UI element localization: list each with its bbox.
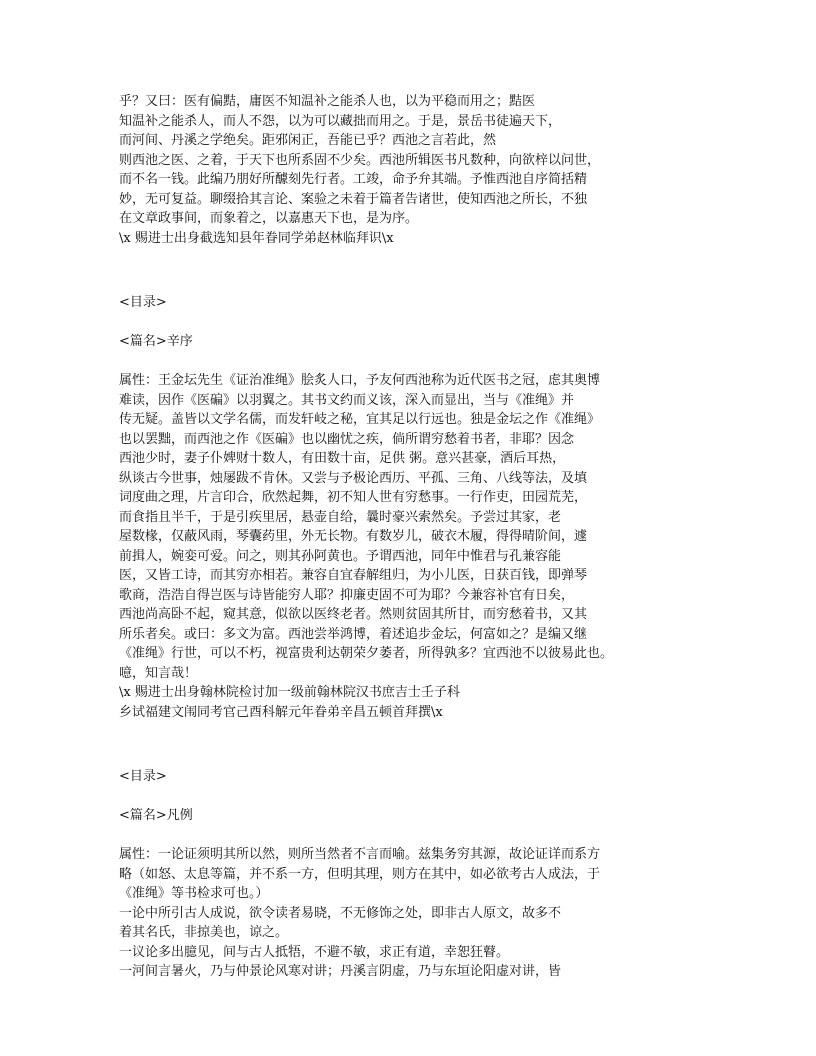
text-line: 也以罢黜，而西池之作《医碥》也以幽忧之疾，倘所谓穷愁着书者，非耶？因念 <box>119 431 575 447</box>
text-line: 在文章政事间，而象着之，以嘉惠天下也，是为序。 <box>119 211 419 226</box>
text-line: 所乐者矣。或曰：多文为富。西池尝举鸿博，着述追步金坛，何富如之？是编又继 <box>119 626 588 642</box>
toc-marker: <目录> <box>119 769 167 784</box>
text-line: 妙，无可复益。聊缀拾其言论、案验之未着于篇者告诸世，使知西池之所长，不独 <box>119 191 588 207</box>
text-line: 词度曲之理，片言印合，欣然起舞，初不知人世有穷愁事。一行作吏，田园荒芜， <box>119 490 588 505</box>
text-line: 屋数椽，仅蔽风雨，琴囊药里，外无长物。有数岁儿，破衣木履，得得晴阶间，遽 <box>119 529 588 544</box>
text-line: 歌商，浩浩自得岂医与诗皆能穷人耶？抑廉吏固不可为耶？今兼容补官有日矣， <box>119 587 575 603</box>
text-line: 一议论多出臆见，间与古人抵牾，不避不敏，求正有道，幸恕狂瞽。 <box>119 944 510 960</box>
text-line: 西池尚高卧不起，窥其意，似欲以医终老者。然则贫固其所甘，而穷愁着书，又其 <box>119 607 588 622</box>
text-line: 医，又皆工诗，而其穷亦相若。兼容自宜春解组归，为小儿医，日获百钱，即弹琴 <box>119 568 588 583</box>
text-line: \x 赐进士出身截选知县年眷同学弟赵林临拜识\x <box>119 230 394 246</box>
text-line: 着其名氏，非掠美也，谅之。 <box>119 925 289 940</box>
text-line: 噫，知言哉！ <box>119 665 198 681</box>
text-line: 传无疑。盖皆以文学名儒，而发轩岐之秘，宜其足以行远也。独是金坛之作《准绳》 <box>119 412 601 427</box>
text-line: 前揖人，婉娈可爱。问之，则其孙阿黄也。予谓西池，同年中惟君与孔兼容能 <box>119 548 562 564</box>
text-line: 乡试福建文闱同考官己酉科解元年眷弟辛昌五顿首拜撰\x <box>119 704 443 720</box>
text-line: 知温补之能杀人，而人不怨，以为可以藏拙而用之。于是，景岳书徒遍天下， <box>119 113 562 129</box>
text-line: 纵谈古今世事，烛屡跋不肯休。又尝与予极论西历、平孤、三角、八线等法，及填 <box>119 470 588 486</box>
preface-ending <box>119 92 709 248</box>
text-line: 西池少时，妻子仆婢财十数人，有田数十亩，足供 粥。意兴甚豪，酒后耳热， <box>119 451 566 466</box>
text-line: 属性：一论证须明其所以然，则所当然者不言而喻。兹集务穷其源，故论证详而系方 <box>119 847 601 862</box>
text-line: \x 赐进士出身翰林院检讨加一级前翰林院汉书庶吉士壬子科 <box>119 685 460 700</box>
text-line: 而食指且半千，于是引疾里居，悬壶自给，曩时豪兴索然矣。予尝过其家，老 <box>119 509 562 525</box>
text-line: 《准绳》行世，可以不朽，视富贵利达朝荣夕萎者，所得孰多？宜西池不以彼易此也。 <box>119 646 614 661</box>
text-line: 乎？又曰：医有偏黠，庸医不知温补之能杀人也，以为平稳而用之；黠医 <box>119 94 536 109</box>
text-line: 一论中所引古人成说，欲令读者易晓，不无修饰之处，即非古人原文，故多不 <box>119 905 562 921</box>
text-line: 而河间、丹溪之学绝矣。距邪闲正，吾能已乎？西池之言若此，然 <box>119 133 497 148</box>
text-line: 则西池之医、之着，于天下也所系固不少矣。西池所辑医书凡数种，向欲梓以问世， <box>119 152 601 168</box>
chapter-title: <篇名>凡例 <box>119 808 193 823</box>
xin-preface-body <box>119 371 709 722</box>
text-line: 难读，因作《医碥》以羽翼之。其书文约而义该，深入而显出，当与《准绳》并 <box>119 392 575 408</box>
text-line: 一河间言暑火，乃与仲景论风寒对讲；丹溪言阴虚，乃与东垣论阳虚对讲，皆 <box>119 964 562 979</box>
text-line: 而不名一钱。此编乃朋好所醵刻先行者。工竣，命予弁其端。予惟西池自序简括精 <box>119 172 588 187</box>
toc-marker: <目录> <box>119 295 167 310</box>
chapter-title: <篇名>辛序 <box>119 334 193 349</box>
general-rules-body <box>119 845 709 982</box>
text-line: 属性：王金坛先生《证治准绳》脍炙人口，予友何西池称为近代医书之冠，虑其奥博 <box>119 373 601 388</box>
document-page <box>119 92 709 982</box>
text-line: 略（如怒、太息等篇，并不系一方，但明其理，则方在其中，如必欲考古人成法，于 <box>119 866 601 882</box>
text-line: 《准绳》等书检求可也。） <box>119 886 269 901</box>
